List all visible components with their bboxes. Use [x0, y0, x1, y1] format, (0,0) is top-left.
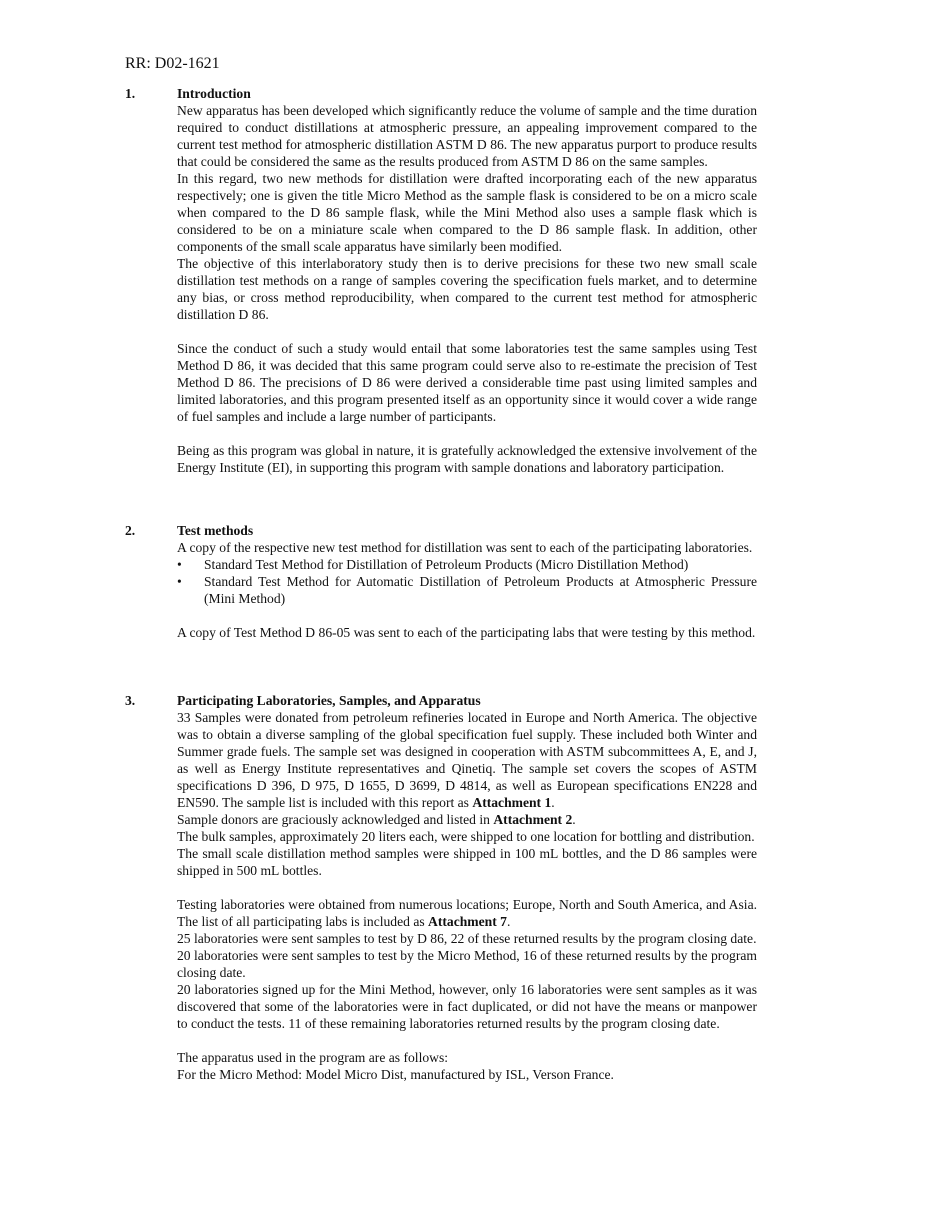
paragraph: For the Micro Method: Model Micro Dist, manufactured by ISL, Verson France.	[177, 1067, 614, 1082]
list-item: • Standard Test Method for Distillation of Petroleum Products (Micro Distillation Method)	[177, 557, 689, 572]
section-title: Test methods	[177, 523, 254, 538]
section-test-methods	[125, 522, 757, 641]
section-body	[177, 709, 757, 1083]
paragraph: Since the conduct of such a study would entail that some laboratories test the same samples using Test Method D 86, it was decided that this same program could serve also to re-estimate the precision of Test Method D 86. The precisions of D 86 were derived a considerable time past using limited samples and limited laboratories, and this program presented itself as an opportunity since it would cover a wide range of fuel samples and include a large number of participants.	[177, 341, 757, 424]
bullet-icon: •	[177, 557, 182, 572]
paragraph: A copy of Test Method D 86-05 was sent to each of the participating labs that were testing by this method.	[177, 625, 756, 640]
paragraph: 33 Samples were donated from petroleum refineries located in Europe and North America. The objective was to obtain a diverse sampling of the global specification fuel supply. These included both Winter and Summer grade fuels. The sample set was designed in cooperation with ASTM subcommittees A, E, and J, as well as Energy Institute representatives and Qinetiq. The sample set covers the scopes of ASTM specifications D 396, D 975, D 1655, D 3699, D 4814, as well as European specifications EN228 and EN590. The sample list is included with this report as Attachment 1.	[177, 710, 757, 810]
attachment-reference: Attachment 2	[493, 812, 573, 827]
paragraph: Sample donors are graciously acknowledged and listed in Attachment 2.	[177, 812, 576, 827]
paragraph: In this regard, two new methods for distillation were drafted incorporating each of the new apparatus respectively; one is given the title Micro Method as the sample flask is considered to be on a micro scale when compared to the D 86 sample flask, while the Mini Method also uses a sample flask which is considered to be on a miniature scale when compared to the D 86 sample flask. In addition, other components of the small scale apparatus have similarly been modified.	[177, 171, 757, 254]
paragraph: The objective of this interlaboratory study then is to derive precisions for these two new small scale distillation test methods on a range of samples covering the specification fuels market, and to determine any bias, or cross method reproducibility, when compared to the current test method for atmospheric distillation D 86.	[177, 256, 757, 322]
paragraph: Testing laboratories were obtained from numerous locations; Europe, North and South America, and Asia. The list of all participating labs is included as Attachment 7.	[177, 897, 757, 929]
paragraph: New apparatus has been developed which significantly reduce the volume of sample and the time duration required to conduct distillations at atmospheric pressure, an appealing improvement compared to the current test method for atmospheric distillation ASTM D 86. The new apparatus purport to produce results that could be considered the same as the results produced from ASTM D 86 on the same samples.	[177, 103, 757, 169]
paragraph: 20 laboratories were sent samples to test by the Micro Method, 16 of these returned results by the program closing date.	[177, 948, 757, 980]
attachment-reference: Attachment 1	[472, 795, 552, 810]
section-title: Introduction	[177, 86, 251, 101]
paragraph: The bulk samples, approximately 20 liters each, were shipped to one location for bottling and distribution.	[177, 829, 755, 844]
paragraph: 25 laboratories were sent samples to test by D 86, 22 of these returned results by the program closing date.	[177, 931, 757, 946]
paragraph: The small scale distillation method samples were shipped in 100 mL bottles, and the D 86 samples were shipped in 500 mL bottles.	[177, 846, 757, 878]
bullet-icon: •	[177, 574, 182, 589]
section-introduction	[125, 85, 757, 476]
paragraph: 20 laboratories signed up for the Mini Method, however, only 16 laboratories were sent samples as it was discovered that some of the laboratories were in fact duplicated, or did not have the means or manpower to conduct the tests. 11 of these remaining laboratories returned results by the program closing date.	[177, 982, 757, 1031]
section-number: 1.	[125, 86, 136, 101]
list-item: • Standard Test Method for Automatic Distillation of Petroleum Products at Atmospheric Pressure (Mini Method)	[177, 574, 757, 606]
section-number: 3.	[125, 693, 136, 708]
paragraph: A copy of the respective new test method for distillation was sent to each of the participating laboratories.	[177, 540, 753, 555]
section-body	[177, 102, 757, 476]
paragraph: The apparatus used in the program are as follows:	[177, 1050, 449, 1065]
section-number: 2.	[125, 523, 136, 538]
section-body	[177, 539, 757, 641]
attachment-reference: Attachment 7	[428, 914, 507, 929]
paragraph: Being as this program was global in nature, it is gratefully acknowledged the extensive involvement of the Energy Institute (EI), in supporting this program with sample donations and laboratory participation.	[177, 443, 757, 475]
bullet-list	[177, 556, 757, 607]
section-participating-laboratories	[125, 692, 757, 1083]
document-id: RR: D02-1621	[125, 55, 220, 72]
section-title: Participating Laboratories, Samples, and Apparatus	[177, 693, 481, 708]
